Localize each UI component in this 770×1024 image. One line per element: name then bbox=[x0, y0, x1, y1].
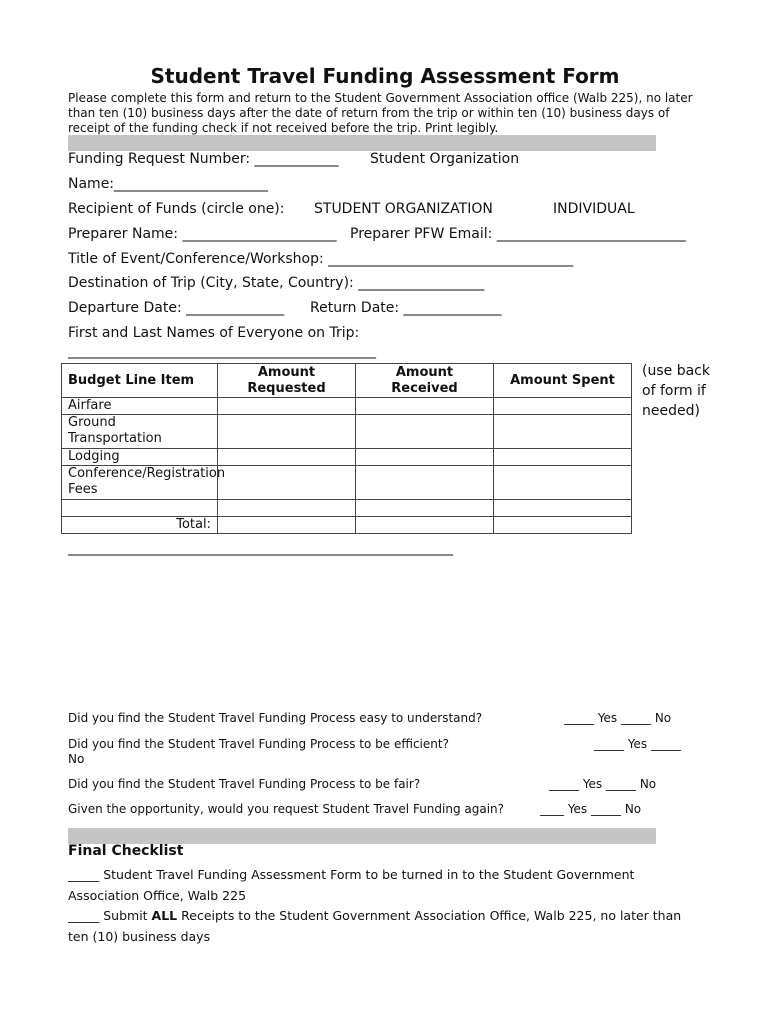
survey-answer-fair[interactable]: _____ Yes _____ No bbox=[549, 777, 657, 791]
table-row bbox=[62, 500, 632, 517]
cell-input[interactable] bbox=[356, 517, 494, 534]
cell-input[interactable] bbox=[356, 415, 494, 449]
checklist-item-receipts-emphasis: ALL bbox=[151, 908, 178, 923]
table-bottom-line: _______________________________________________________ bbox=[68, 540, 453, 556]
event-title-field[interactable]: Title of Event/Conference/Workshop: ___________________________________ bbox=[68, 251, 574, 267]
form-instructions: Please complete this form and return to the Student Government Association office (Walb 225), no later than ten (10) business days after the date of return from the trip or within ten (10) business days of receipt of the funding check if not received before the trip. Print legibly. bbox=[68, 91, 693, 135]
checklist-item-receipts-text: Receipts to the Student Government Association Office, Walb 225, no later than bbox=[177, 908, 682, 923]
cell-input[interactable] bbox=[218, 517, 356, 534]
cell-input[interactable] bbox=[218, 449, 356, 466]
budget-table bbox=[61, 363, 632, 534]
table-row bbox=[62, 449, 632, 466]
final-checklist-heading: Final Checklist bbox=[68, 843, 184, 859]
header-amount-requested: Amount Requested bbox=[218, 364, 356, 398]
funding-request-field[interactable]: Funding Request Number: ____________ bbox=[68, 151, 339, 167]
trip-names-label: First and Last Names of Everyone on Trip: bbox=[68, 325, 360, 341]
table-row bbox=[62, 415, 632, 449]
survey-answer-efficient[interactable]: _____ Yes _____ bbox=[594, 737, 681, 751]
trip-names-line[interactable]: ____________________________________________ bbox=[68, 343, 376, 359]
cell-input[interactable] bbox=[218, 415, 356, 449]
row-label-conference-fees: Conference/Registration Fees bbox=[62, 466, 218, 500]
section-divider bbox=[68, 828, 656, 844]
student-organization-label: Student Organization bbox=[370, 151, 520, 167]
table-note: (use back of form if needed) bbox=[642, 363, 710, 419]
checklist-item-receipts-prefix: _____ Submit bbox=[68, 908, 152, 923]
form-title: Student Travel Funding Assessment Form bbox=[150, 64, 620, 88]
survey-question-fair: Did you find the Student Travel Funding Process to be fair? bbox=[68, 777, 421, 791]
cell-input[interactable] bbox=[494, 500, 632, 517]
checklist-item-form[interactable]: _____ Student Travel Funding Assessment Form to be turned in to the Student Government bbox=[68, 867, 635, 882]
recipient-label: Recipient of Funds (circle one): bbox=[68, 201, 285, 217]
survey-question-understand: Did you find the Student Travel Funding Process easy to understand? bbox=[68, 711, 483, 725]
table-row bbox=[62, 466, 632, 500]
destination-field[interactable]: Destination of Trip (City, State, Country): __________________ bbox=[68, 275, 485, 291]
cell-input[interactable] bbox=[356, 449, 494, 466]
cell-input[interactable] bbox=[218, 500, 356, 517]
row-label-airfare: Airfare bbox=[62, 398, 218, 415]
preparer-name-field[interactable]: Preparer Name: ______________________ bbox=[68, 226, 337, 242]
section-divider bbox=[68, 135, 656, 151]
checklist-item-receipts[interactable] bbox=[68, 908, 708, 923]
table-row bbox=[62, 398, 632, 415]
preparer-email-field[interactable]: Preparer PFW Email: ___________________________ bbox=[350, 226, 686, 242]
table-header-row bbox=[62, 364, 632, 398]
cell-input[interactable] bbox=[218, 398, 356, 415]
survey-question-efficient: Did you find the Student Travel Funding Process to be efficient? bbox=[68, 737, 449, 751]
cell-input[interactable] bbox=[494, 449, 632, 466]
survey-answer-understand[interactable]: _____ Yes _____ No bbox=[564, 711, 672, 725]
recipient-option-individual[interactable]: INDIVIDUAL bbox=[553, 201, 635, 217]
survey-answer-again[interactable]: ____ Yes _____ No bbox=[540, 802, 642, 816]
header-budget-line-item: Budget Line Item bbox=[62, 364, 218, 398]
survey-question-again: Given the opportunity, would you request Student Travel Funding again? bbox=[68, 802, 505, 816]
cell-input[interactable] bbox=[494, 398, 632, 415]
cell-input[interactable] bbox=[218, 466, 356, 500]
departure-date-field[interactable]: Departure Date: ______________ bbox=[68, 300, 285, 316]
row-label-blank[interactable] bbox=[62, 500, 218, 517]
name-field[interactable]: Name:______________________ bbox=[68, 176, 269, 192]
cell-input[interactable] bbox=[494, 517, 632, 534]
header-amount-spent: Amount Spent bbox=[494, 364, 632, 398]
checklist-item-receipts-cont: ten (10) business days bbox=[68, 929, 211, 944]
row-label-ground-transportation: Ground Transportation bbox=[62, 415, 218, 449]
survey-answer-efficient-no[interactable]: No bbox=[68, 752, 85, 766]
row-label-lodging: Lodging bbox=[62, 449, 218, 466]
cell-input[interactable] bbox=[494, 415, 632, 449]
cell-input[interactable] bbox=[356, 398, 494, 415]
total-label: Total: bbox=[62, 517, 218, 534]
header-amount-received: Amount Received bbox=[356, 364, 494, 398]
cell-input[interactable] bbox=[356, 500, 494, 517]
cell-input[interactable] bbox=[356, 466, 494, 500]
return-date-field[interactable]: Return Date: ______________ bbox=[310, 300, 502, 316]
checklist-item-form-cont: Association Office, Walb 225 bbox=[68, 888, 247, 903]
table-total-row bbox=[62, 517, 632, 534]
recipient-option-organization[interactable]: STUDENT ORGANIZATION bbox=[314, 201, 493, 217]
cell-input[interactable] bbox=[494, 466, 632, 500]
